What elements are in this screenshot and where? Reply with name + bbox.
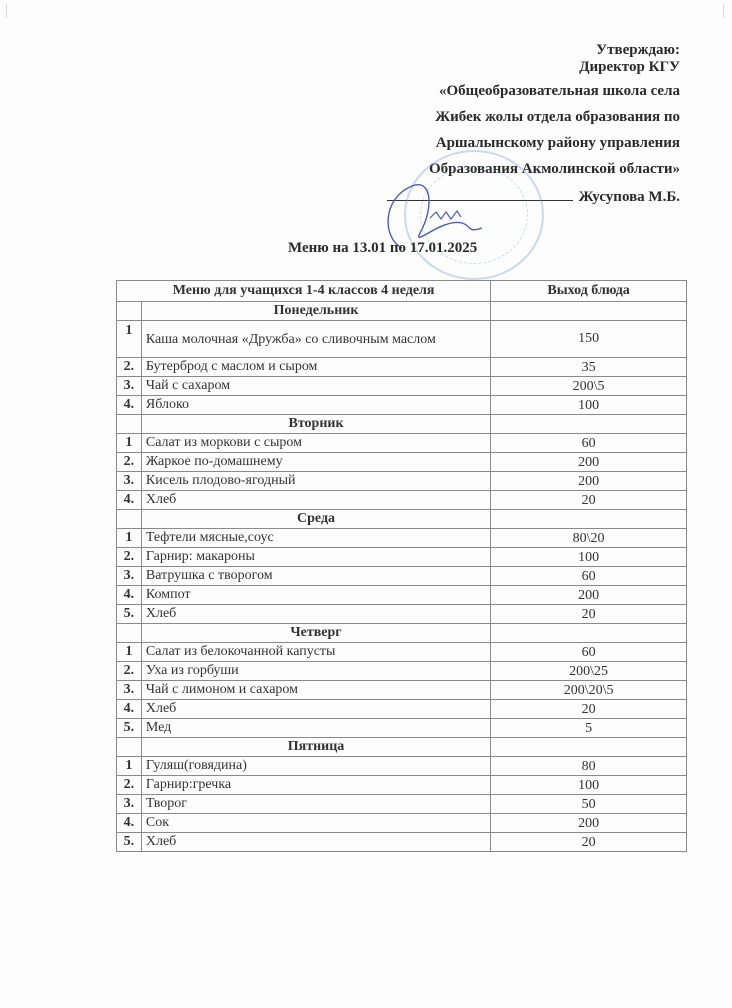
dish-name: Сок	[141, 814, 490, 833]
dish-output: 150	[491, 321, 687, 358]
table-row	[117, 814, 687, 833]
item-number: 3.	[117, 567, 142, 586]
dish-name: Чай с лимоном и сахаром	[141, 681, 490, 700]
dish-name: Салат из моркови с сыром	[141, 434, 490, 453]
dish-output: 100	[491, 776, 687, 795]
dish-output: 200	[491, 586, 687, 605]
item-number: 3.	[117, 795, 142, 814]
scan-edge	[6, 4, 7, 18]
table-row	[117, 434, 687, 453]
item-number: 5.	[117, 833, 142, 852]
table-row	[117, 529, 687, 548]
table-row	[117, 719, 687, 738]
table-row	[117, 662, 687, 681]
day-row	[117, 624, 687, 643]
table-row	[117, 396, 687, 415]
approval-line: «Общеобразовательная школа села	[439, 83, 680, 99]
dish-output: 60	[491, 567, 687, 586]
empty-cell	[491, 624, 687, 643]
dish-output: 80	[491, 757, 687, 776]
table-row	[117, 700, 687, 719]
item-number: 3.	[117, 377, 142, 396]
dish-name: Каша молочная «Дружба» со сливочным маслом	[141, 321, 490, 358]
day-row	[117, 738, 687, 757]
item-number: 2.	[117, 358, 142, 377]
approval-line: Аршалынскому району управления	[435, 135, 680, 151]
dish-name: Компот	[141, 586, 490, 605]
header-output: Выход блюда	[491, 281, 687, 302]
dish-output: 60	[491, 643, 687, 662]
dish-output: 200	[491, 814, 687, 833]
dish-output: 60	[491, 434, 687, 453]
item-number: 2.	[117, 662, 142, 681]
item-number: 2.	[117, 776, 142, 795]
item-number: 2.	[117, 548, 142, 567]
menu-table	[116, 280, 687, 852]
dish-output: 200\5	[491, 377, 687, 396]
day-name: Четверг	[141, 624, 490, 643]
dish-name: Чай с сахаром	[141, 377, 490, 396]
table-row	[117, 586, 687, 605]
table-row	[117, 776, 687, 795]
dish-name: Хлеб	[141, 700, 490, 719]
table-row	[117, 681, 687, 700]
dish-output: 20	[491, 491, 687, 510]
table-row	[117, 453, 687, 472]
item-number: 1	[117, 529, 142, 548]
day-row	[117, 302, 687, 321]
item-number: 3.	[117, 472, 142, 491]
empty-cell	[117, 738, 142, 757]
approval-line: Образования Акмолинской области»	[428, 161, 680, 177]
item-number: 4.	[117, 396, 142, 415]
dish-output: 200\20\5	[491, 681, 687, 700]
dish-name: Гарнир: макароны	[141, 548, 490, 567]
day-name: Понедельник	[141, 302, 490, 321]
dish-output: 80\20	[491, 529, 687, 548]
table-row	[117, 377, 687, 396]
day-row	[117, 510, 687, 529]
dish-name: Уха из горбуши	[141, 662, 490, 681]
menu-title: Меню на 13.01 по 17.01.2025	[288, 240, 478, 256]
dish-name: Кисель плодово-ягодный	[141, 472, 490, 491]
table-row	[117, 643, 687, 662]
day-name: Пятница	[141, 738, 490, 757]
empty-cell	[491, 510, 687, 529]
approval-line: Утверждаю:	[596, 42, 680, 58]
table-row	[117, 833, 687, 852]
table-row	[117, 358, 687, 377]
dish-name: Ватрушка с творогом	[141, 567, 490, 586]
item-number: 2.	[117, 453, 142, 472]
dish-output: 200\25	[491, 662, 687, 681]
table-row	[117, 605, 687, 624]
item-number: 5.	[117, 719, 142, 738]
day-row	[117, 415, 687, 434]
empty-cell	[117, 302, 142, 321]
scan-edge	[723, 4, 724, 18]
empty-cell	[117, 624, 142, 643]
approval-line: Директор КГУ	[579, 59, 680, 75]
dish-output: 20	[491, 833, 687, 852]
item-number: 1	[117, 757, 142, 776]
table-row	[117, 795, 687, 814]
table-row	[117, 757, 687, 776]
table-row	[117, 321, 687, 358]
empty-cell	[117, 415, 142, 434]
item-number: 4.	[117, 700, 142, 719]
empty-cell	[491, 302, 687, 321]
dish-output: 20	[491, 700, 687, 719]
dish-output: 50	[491, 795, 687, 814]
item-number: 1	[117, 643, 142, 662]
empty-cell	[491, 738, 687, 757]
dish-output: 100	[491, 396, 687, 415]
dish-name: Тефтели мясные,соус	[141, 529, 490, 548]
dish-output: 200	[491, 453, 687, 472]
dish-name: Гуляш(говядина)	[141, 757, 490, 776]
dish-output: 200	[491, 472, 687, 491]
dish-output: 35	[491, 358, 687, 377]
table-row	[117, 548, 687, 567]
day-name: Вторник	[141, 415, 490, 434]
item-number: 1	[117, 321, 142, 358]
dish-name: Творог	[141, 795, 490, 814]
table-header-row	[117, 281, 687, 302]
table-row	[117, 567, 687, 586]
dish-name: Яблоко	[141, 396, 490, 415]
approval-line: Жибек жолы отдела образования по	[435, 109, 680, 125]
item-number: 4.	[117, 586, 142, 605]
dish-name: Гарнир:гречка	[141, 776, 490, 795]
dish-name: Салат из белокочанной капусты	[141, 643, 490, 662]
dish-output: 100	[491, 548, 687, 567]
dish-output: 5	[491, 719, 687, 738]
item-number: 5.	[117, 605, 142, 624]
dish-name: Мед	[141, 719, 490, 738]
dish-name: Жаркое по-домашнему	[141, 453, 490, 472]
day-name: Среда	[141, 510, 490, 529]
header-title: Меню для учащихся 1-4 классов 4 неделя	[117, 281, 491, 302]
empty-cell	[491, 415, 687, 434]
dish-name: Хлеб	[141, 491, 490, 510]
item-number: 4.	[117, 491, 142, 510]
signatory-name: Жусупова М.Б.	[578, 189, 680, 205]
table-row	[117, 472, 687, 491]
item-number: 3.	[117, 681, 142, 700]
dish-name: Бутерброд с маслом и сыром	[141, 358, 490, 377]
item-number: 1	[117, 434, 142, 453]
empty-cell	[117, 510, 142, 529]
dish-name: Хлеб	[141, 833, 490, 852]
table-row	[117, 491, 687, 510]
dish-output: 20	[491, 605, 687, 624]
dish-name: Хлеб	[141, 605, 490, 624]
item-number: 4.	[117, 814, 142, 833]
